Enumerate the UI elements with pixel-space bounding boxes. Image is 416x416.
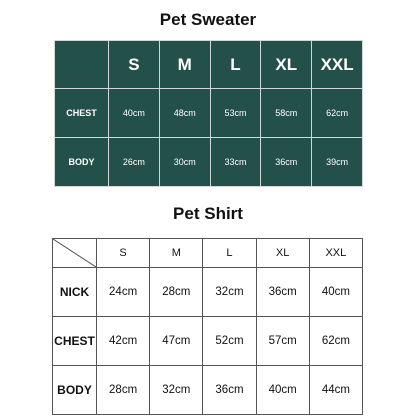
shirt-cell: 36cm: [203, 366, 256, 415]
sweater-cell: 62cm: [312, 89, 363, 138]
sweater-corner-cell: [55, 41, 109, 89]
shirt-size-table: [52, 238, 363, 415]
shirt-cell: 47cm: [150, 317, 203, 366]
shirt-header-xxl: XXL: [309, 239, 362, 268]
sweater-header-l: L: [210, 41, 261, 89]
shirt-row-chest: [53, 317, 363, 366]
shirt-row-label: BODY: [53, 366, 97, 415]
shirt-cell: 32cm: [150, 366, 203, 415]
sweater-row-label: BODY: [55, 138, 109, 187]
shirt-cell: 36cm: [256, 268, 309, 317]
sweater-header-xxl: XXL: [312, 41, 363, 89]
shirt-row-nick: [53, 268, 363, 317]
sweater-header-s: S: [109, 41, 160, 89]
diagonal-line-icon: [53, 239, 96, 267]
sweater-cell: 40cm: [109, 89, 160, 138]
shirt-row-body: [53, 366, 363, 415]
sweater-cell: 48cm: [159, 89, 210, 138]
sweater-cell: 26cm: [109, 138, 160, 187]
shirt-title: Pet Shirt: [173, 204, 243, 223]
shirt-cell: 52cm: [203, 317, 256, 366]
shirt-cell: 32cm: [203, 268, 256, 317]
shirt-cell: 40cm: [309, 268, 362, 317]
shirt-cell: 28cm: [97, 366, 150, 415]
shirt-header-s: S: [97, 239, 150, 268]
shirt-cell: 40cm: [256, 366, 309, 415]
shirt-row-label: NICK: [53, 268, 97, 317]
shirt-header-m: M: [150, 239, 203, 268]
sweater-cell: 39cm: [312, 138, 363, 187]
sweater-title: Pet Sweater: [159, 10, 257, 29]
sweater-row-chest: [55, 89, 363, 138]
shirt-cell: 44cm: [309, 366, 362, 415]
shirt-corner-diagonal-cell: [53, 239, 97, 268]
shirt-cell: 57cm: [256, 317, 309, 366]
shirt-cell: 42cm: [97, 317, 150, 366]
sweater-header-m: M: [159, 41, 210, 89]
shirt-header-l: L: [203, 239, 256, 268]
shirt-cell: 62cm: [309, 317, 362, 366]
shirt-row-label: CHEST: [53, 317, 97, 366]
sweater-cell: 36cm: [261, 138, 312, 187]
shirt-cell: 24cm: [97, 268, 150, 317]
sweater-cell: 33cm: [210, 138, 261, 187]
sweater-row-label: CHEST: [55, 89, 109, 138]
shirt-header-row: [53, 239, 363, 268]
shirt-header-xl: XL: [256, 239, 309, 268]
shirt-cell: 28cm: [150, 268, 203, 317]
sweater-cell: 58cm: [261, 89, 312, 138]
sweater-size-table: [54, 40, 363, 187]
sweater-cell: 53cm: [210, 89, 261, 138]
sweater-cell: 30cm: [159, 138, 210, 187]
sweater-header-row: [55, 41, 363, 89]
sweater-header-xl: XL: [261, 41, 312, 89]
sweater-row-body: [55, 138, 363, 187]
